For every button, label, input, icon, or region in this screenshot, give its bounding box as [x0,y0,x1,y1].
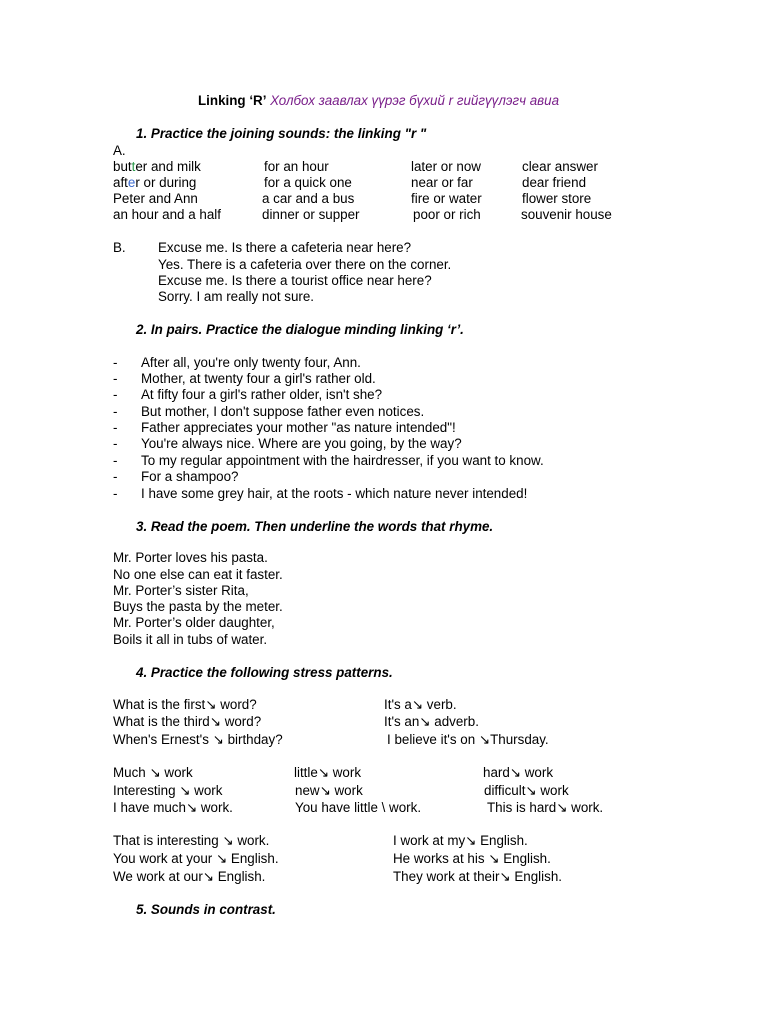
title-text: Linking ‘R’ [198,93,267,108]
stress-question: What is the first↘ word? [113,697,257,712]
dialogue-line: At fifty four a girl's rather older, isn't she? [141,387,383,402]
part-b-label: B. [113,240,126,255]
section-2-heading: 2. In pairs. Practice the dialogue minding linking ‘r’. [136,322,464,337]
dialogue-line: Excuse me. Is there a cafeteria near here? [158,240,412,255]
pair-cell: dinner or supper [262,207,360,222]
poem-line: Mr. Porter loves his pasta. [113,550,268,565]
pair-cell: poor or rich [413,207,481,222]
bullet-dash: - [113,355,118,370]
section-3-heading: 3. Read the poem. Then underline the words that rhyme. [136,519,494,534]
stress-answer: I believe it's on ↘Thursday. [387,732,549,747]
dialogue-line: Sorry. I am really not sure. [158,289,315,304]
stress-phrase: Much ↘ work [113,765,193,780]
stress-phrase: You have little \ work. [295,800,422,815]
pair-cell: souvenir house [521,207,612,222]
dialogue-line: But mother, I don't suppose father even notices. [141,404,425,419]
poem-line: Mr. Porter’s sister Rita, [113,583,249,598]
stress-question: What is the third↘ word? [113,714,262,729]
pair-cell: clear answer [522,159,598,174]
section-4-heading: 4. Practice the following stress patterns. [136,665,393,680]
stress-sentence: He works at his ↘ English. [393,851,551,866]
pair-cell: dear friend [522,175,587,190]
dialogue-line: I have some grey hair, at the roots - which nature never intended! [141,486,528,501]
poem-line: No one else can eat it faster. [113,567,283,582]
bullet-dash: - [113,420,118,435]
pair-cell: butter and milk [113,159,201,174]
poem-line: Boils it all in tubs of water. [113,632,268,647]
stress-phrase: new↘ work [295,783,363,798]
pair-cell: near or far [411,175,473,190]
stress-answer: It's an↘ adverb. [384,714,479,729]
stress-sentence: They work at their↘ English. [393,869,562,884]
stress-sentence: We work at our↘ English. [113,869,266,884]
dialogue-line: After all, you're only twenty four, Ann. [141,355,361,370]
poem-line: Buys the pasta by the meter. [113,599,283,614]
part-a-label: A. [113,143,126,158]
poem-line: Mr. Porter’s older daughter, [113,615,275,630]
pair-cell: later or now [411,159,481,174]
stress-sentence: You work at your ↘ English. [113,851,279,866]
pair-cell: for an hour [264,159,329,174]
section-5-heading: 5. Sounds in contrast. [136,902,276,917]
stress-phrase: difficult↘ work [484,783,569,798]
pair-cell: after or during [113,175,197,190]
section-1-heading: 1. Practice the joining sounds: the linking "r " [136,126,427,141]
title-subtitle: Холбох заавлах үүрэг бүхий r гийгүүлэгч авиа [270,93,560,108]
pair-cell: a car and a bus [262,191,355,206]
stress-sentence: That is interesting ↘ work. [113,833,270,848]
pair-cell: for a quick one [264,175,352,190]
pair-cell: fire or water [411,191,482,206]
dialogue-line: Excuse me. Is there a tourist office near here? [158,273,432,288]
pair-cell: flower store [522,191,592,206]
dialogue-line: For a shampoo? [141,469,239,484]
dialogue-line: Mother, at twenty four a girl's rather old. [141,371,376,386]
bullet-dash: - [113,371,118,386]
bullet-dash: - [113,486,118,501]
bullet-dash: - [113,387,118,402]
bullet-dash: - [113,453,118,468]
dialogue-line: Father appreciates your mother "as nature intended"! [141,420,456,435]
bullet-dash: - [113,469,118,484]
pair-cell: Peter and Ann [113,191,198,206]
stress-phrase: Interesting ↘ work [113,783,223,798]
stress-phrase: I have much↘ work. [113,800,233,815]
stress-phrase: little↘ work [294,765,362,780]
bullet-dash: - [113,404,118,419]
stress-phrase: This is hard↘ work. [487,800,604,815]
bullet-dash: - [113,436,118,451]
stress-question: When's Ernest's ↘ birthday? [113,732,283,747]
stress-answer: It's a↘ verb. [384,697,457,712]
dialogue-line: You're always nice. Where are you going, by the way? [141,436,462,451]
stress-sentence: I work at my↘ English. [393,833,528,848]
stress-phrase: hard↘ work [483,765,554,780]
dialogue-line: To my regular appointment with the hairdresser, if you want to know. [141,453,544,468]
pair-cell: an hour and a half [113,207,221,222]
dialogue-line: Yes. There is a cafeteria over there on the corner. [158,257,452,272]
page-title [198,93,559,109]
